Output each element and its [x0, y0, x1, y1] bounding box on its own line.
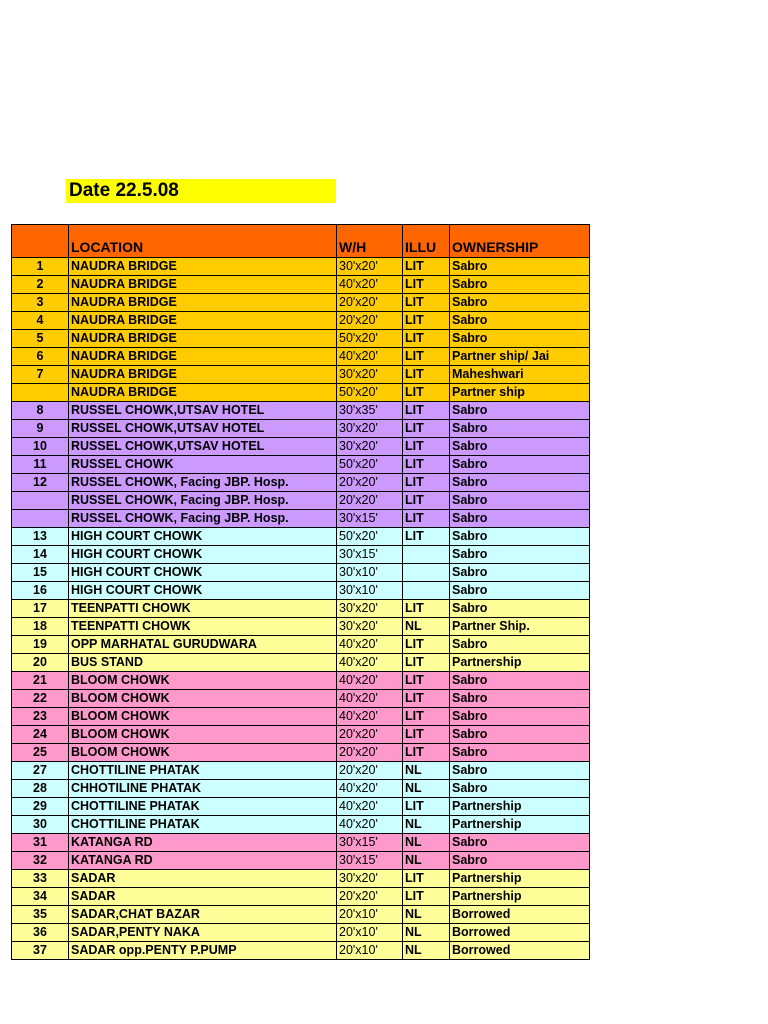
- row-sn: 4: [12, 312, 69, 330]
- row-wh: 50'x20': [337, 528, 403, 546]
- row-ownership: Sabro: [450, 276, 590, 294]
- row-wh: 40'x20': [337, 348, 403, 366]
- table-row: [12, 798, 590, 816]
- table-row: [12, 402, 590, 420]
- table-row: [12, 276, 590, 294]
- row-ownership: Borrowed: [450, 924, 590, 942]
- row-ownership: Sabro: [450, 258, 590, 276]
- row-wh: 30'x10': [337, 582, 403, 600]
- table-row: [12, 564, 590, 582]
- row-location: BLOOM CHOWK: [69, 690, 337, 708]
- row-ownership: Sabro: [450, 780, 590, 798]
- row-location: TEENPATTI CHOWK: [69, 600, 337, 618]
- row-sn: 18: [12, 618, 69, 636]
- row-illu: [403, 582, 450, 600]
- row-location: RUSSEL CHOWK,UTSAV HOTEL: [69, 420, 337, 438]
- row-ownership: Sabro: [450, 852, 590, 870]
- row-location: KATANGA RD: [69, 852, 337, 870]
- row-ownership: Partner ship/ Jai: [450, 348, 590, 366]
- header-ownership: OWNERSHIP: [450, 225, 590, 258]
- row-location: SADAR opp.PENTY P.PUMP: [69, 942, 337, 960]
- row-sn: 6: [12, 348, 69, 366]
- row-illu: NL: [403, 834, 450, 852]
- row-wh: 20'x20': [337, 726, 403, 744]
- row-location: KATANGA RD: [69, 834, 337, 852]
- row-ownership: Sabro: [450, 456, 590, 474]
- table-row: [12, 474, 590, 492]
- row-location: BLOOM CHOWK: [69, 744, 337, 762]
- row-illu: LIT: [403, 492, 450, 510]
- row-location: BUS STAND: [69, 654, 337, 672]
- row-sn: 25: [12, 744, 69, 762]
- header-sn: [12, 225, 69, 258]
- row-ownership: Sabro: [450, 834, 590, 852]
- row-sn: 5: [12, 330, 69, 348]
- row-illu: LIT: [403, 276, 450, 294]
- row-wh: 30'x20': [337, 870, 403, 888]
- row-wh: 30'x20': [337, 258, 403, 276]
- row-location: HIGH COURT CHOWK: [69, 528, 337, 546]
- row-ownership: Borrowed: [450, 906, 590, 924]
- header-wh: W/H: [337, 225, 403, 258]
- row-location: RUSSEL CHOWK,UTSAV HOTEL: [69, 402, 337, 420]
- row-ownership: Sabro: [450, 636, 590, 654]
- row-wh: 30'x15': [337, 510, 403, 528]
- row-location: CHHOTILINE PHATAK: [69, 780, 337, 798]
- row-location: NAUDRA BRIDGE: [69, 366, 337, 384]
- row-ownership: Partnership: [450, 798, 590, 816]
- row-wh: 30'x20': [337, 438, 403, 456]
- row-wh: 40'x20': [337, 690, 403, 708]
- row-sn: 3: [12, 294, 69, 312]
- row-illu: NL: [403, 924, 450, 942]
- row-location: CHOTTILINE PHATAK: [69, 816, 337, 834]
- row-sn: 35: [12, 906, 69, 924]
- table-row: [12, 654, 590, 672]
- row-illu: LIT: [403, 474, 450, 492]
- row-ownership: Sabro: [450, 492, 590, 510]
- row-location: BLOOM CHOWK: [69, 726, 337, 744]
- row-wh: 30'x15': [337, 546, 403, 564]
- table-row: [12, 744, 590, 762]
- row-location: SADAR: [69, 888, 337, 906]
- table-header-row: [12, 225, 590, 258]
- row-sn: 33: [12, 870, 69, 888]
- row-sn: 13: [12, 528, 69, 546]
- row-wh: 40'x20': [337, 636, 403, 654]
- table-row: [12, 870, 590, 888]
- row-ownership: Sabro: [450, 294, 590, 312]
- table-row: [12, 582, 590, 600]
- row-ownership: Partnership: [450, 816, 590, 834]
- row-sn: 16: [12, 582, 69, 600]
- row-illu: LIT: [403, 438, 450, 456]
- row-location: HIGH COURT CHOWK: [69, 564, 337, 582]
- row-location: NAUDRA BRIDGE: [69, 294, 337, 312]
- table-row: [12, 546, 590, 564]
- table-row: [12, 438, 590, 456]
- row-illu: LIT: [403, 870, 450, 888]
- row-location: CHOTTILINE PHATAK: [69, 798, 337, 816]
- row-location: NAUDRA BRIDGE: [69, 258, 337, 276]
- row-illu: LIT: [403, 384, 450, 402]
- row-ownership: Sabro: [450, 762, 590, 780]
- row-sn: 24: [12, 726, 69, 744]
- row-wh: 40'x20': [337, 780, 403, 798]
- table-row: [12, 294, 590, 312]
- row-sn: 34: [12, 888, 69, 906]
- row-wh: 20'x20': [337, 312, 403, 330]
- row-location: RUSSEL CHOWK: [69, 456, 337, 474]
- row-wh: 20'x20': [337, 762, 403, 780]
- row-illu: LIT: [403, 708, 450, 726]
- row-ownership: Sabro: [450, 402, 590, 420]
- row-location: SADAR: [69, 870, 337, 888]
- row-wh: 40'x20': [337, 816, 403, 834]
- row-sn: 30: [12, 816, 69, 834]
- row-illu: NL: [403, 762, 450, 780]
- row-sn: 28: [12, 780, 69, 798]
- row-sn: 19: [12, 636, 69, 654]
- row-ownership: Sabro: [450, 690, 590, 708]
- row-illu: LIT: [403, 888, 450, 906]
- table-row: [12, 762, 590, 780]
- row-wh: 40'x20': [337, 798, 403, 816]
- row-sn: [12, 384, 69, 402]
- row-illu: NL: [403, 852, 450, 870]
- row-sn: 17: [12, 600, 69, 618]
- table-row: [12, 456, 590, 474]
- row-wh: 20'x10': [337, 942, 403, 960]
- table-row: [12, 834, 590, 852]
- table-row: [12, 492, 590, 510]
- row-wh: 50'x20': [337, 384, 403, 402]
- row-illu: LIT: [403, 510, 450, 528]
- row-illu: LIT: [403, 402, 450, 420]
- row-location: RUSSEL CHOWK, Facing JBP. Hosp.: [69, 474, 337, 492]
- row-illu: LIT: [403, 744, 450, 762]
- row-illu: LIT: [403, 348, 450, 366]
- row-sn: 10: [12, 438, 69, 456]
- row-location: NAUDRA BRIDGE: [69, 312, 337, 330]
- table-row: [12, 816, 590, 834]
- row-ownership: Borrowed: [450, 942, 590, 960]
- row-illu: LIT: [403, 366, 450, 384]
- row-wh: 30'x35': [337, 402, 403, 420]
- row-ownership: Sabro: [450, 600, 590, 618]
- row-sn: 15: [12, 564, 69, 582]
- table-row: [12, 258, 590, 276]
- row-illu: NL: [403, 906, 450, 924]
- header-location: LOCATION: [69, 225, 337, 258]
- table-body: [12, 225, 590, 960]
- table-row: [12, 924, 590, 942]
- row-illu: [403, 564, 450, 582]
- row-illu: LIT: [403, 294, 450, 312]
- table-row: [12, 888, 590, 906]
- hoardings-table: [11, 224, 590, 960]
- row-sn: 14: [12, 546, 69, 564]
- row-wh: 20'x10': [337, 906, 403, 924]
- row-sn: 32: [12, 852, 69, 870]
- row-wh: 30'x15': [337, 834, 403, 852]
- row-illu: NL: [403, 780, 450, 798]
- table-row: [12, 852, 590, 870]
- row-location: HIGH COURT CHOWK: [69, 546, 337, 564]
- table-row: [12, 906, 590, 924]
- row-location: RUSSEL CHOWK,UTSAV HOTEL: [69, 438, 337, 456]
- row-ownership: Sabro: [450, 672, 590, 690]
- row-ownership: Sabro: [450, 528, 590, 546]
- row-ownership: Sabro: [450, 330, 590, 348]
- row-wh: 30'x20': [337, 420, 403, 438]
- row-illu: LIT: [403, 690, 450, 708]
- row-ownership: Maheshwari: [450, 366, 590, 384]
- row-ownership: Sabro: [450, 744, 590, 762]
- row-ownership: Partnership: [450, 654, 590, 672]
- row-sn: 2: [12, 276, 69, 294]
- date-label: Date 22.5.08: [66, 179, 336, 203]
- row-sn: [12, 510, 69, 528]
- row-sn: 9: [12, 420, 69, 438]
- row-wh: 20'x20': [337, 492, 403, 510]
- row-wh: 40'x20': [337, 654, 403, 672]
- table-row: [12, 780, 590, 798]
- row-ownership: Partnership: [450, 888, 590, 906]
- table-row: [12, 636, 590, 654]
- row-wh: 30'x10': [337, 564, 403, 582]
- row-wh: 40'x20': [337, 276, 403, 294]
- row-sn: 8: [12, 402, 69, 420]
- row-wh: 30'x20': [337, 600, 403, 618]
- row-wh: 40'x20': [337, 672, 403, 690]
- row-location: NAUDRA BRIDGE: [69, 276, 337, 294]
- row-ownership: Sabro: [450, 546, 590, 564]
- table-row: [12, 942, 590, 960]
- table-row: [12, 708, 590, 726]
- row-wh: 20'x20': [337, 744, 403, 762]
- table-row: [12, 510, 590, 528]
- row-illu: LIT: [403, 420, 450, 438]
- row-illu: LIT: [403, 600, 450, 618]
- row-illu: LIT: [403, 726, 450, 744]
- row-location: NAUDRA BRIDGE: [69, 348, 337, 366]
- row-sn: 31: [12, 834, 69, 852]
- table-row: [12, 600, 590, 618]
- row-wh: 50'x20': [337, 330, 403, 348]
- row-sn: 20: [12, 654, 69, 672]
- row-sn: 12: [12, 474, 69, 492]
- row-location: CHOTTILINE PHATAK: [69, 762, 337, 780]
- row-location: HIGH COURT CHOWK: [69, 582, 337, 600]
- row-wh: 20'x20': [337, 474, 403, 492]
- row-location: OPP MARHATAL GURUDWARA: [69, 636, 337, 654]
- row-ownership: Sabro: [450, 474, 590, 492]
- row-sn: 22: [12, 690, 69, 708]
- row-location: BLOOM CHOWK: [69, 672, 337, 690]
- row-sn: 27: [12, 762, 69, 780]
- table-row: [12, 366, 590, 384]
- row-location: RUSSEL CHOWK, Facing JBP. Hosp.: [69, 492, 337, 510]
- row-ownership: Sabro: [450, 510, 590, 528]
- row-sn: [12, 492, 69, 510]
- table-row: [12, 726, 590, 744]
- row-location: SADAR,CHAT BAZAR: [69, 906, 337, 924]
- table-row: [12, 672, 590, 690]
- row-location: SADAR,PENTY NAKA: [69, 924, 337, 942]
- row-wh: 20'x20': [337, 888, 403, 906]
- header-illu: ILLU: [403, 225, 450, 258]
- row-illu: LIT: [403, 636, 450, 654]
- row-illu: LIT: [403, 258, 450, 276]
- row-wh: 40'x20': [337, 708, 403, 726]
- row-wh: 30'x15': [337, 852, 403, 870]
- row-illu: LIT: [403, 672, 450, 690]
- row-sn: 11: [12, 456, 69, 474]
- row-illu: NL: [403, 618, 450, 636]
- table-row: [12, 330, 590, 348]
- row-ownership: Sabro: [450, 582, 590, 600]
- row-location: BLOOM CHOWK: [69, 708, 337, 726]
- row-sn: 23: [12, 708, 69, 726]
- row-ownership: Partner Ship.: [450, 618, 590, 636]
- row-illu: LIT: [403, 528, 450, 546]
- row-illu: LIT: [403, 654, 450, 672]
- row-ownership: Sabro: [450, 726, 590, 744]
- row-ownership: Sabro: [450, 564, 590, 582]
- row-illu: LIT: [403, 456, 450, 474]
- row-sn: 21: [12, 672, 69, 690]
- row-location: TEENPATTI CHOWK: [69, 618, 337, 636]
- row-wh: 20'x10': [337, 924, 403, 942]
- row-sn: 7: [12, 366, 69, 384]
- row-location: NAUDRA BRIDGE: [69, 384, 337, 402]
- row-illu: [403, 546, 450, 564]
- table-row: [12, 384, 590, 402]
- row-location: RUSSEL CHOWK, Facing JBP. Hosp.: [69, 510, 337, 528]
- row-wh: 20'x20': [337, 294, 403, 312]
- row-ownership: Sabro: [450, 312, 590, 330]
- table-row: [12, 690, 590, 708]
- row-sn: 37: [12, 942, 69, 960]
- row-sn: 29: [12, 798, 69, 816]
- row-wh: 50'x20': [337, 456, 403, 474]
- row-illu: LIT: [403, 798, 450, 816]
- row-ownership: Sabro: [450, 438, 590, 456]
- row-sn: 36: [12, 924, 69, 942]
- row-sn: 1: [12, 258, 69, 276]
- row-illu: LIT: [403, 330, 450, 348]
- row-wh: 30'x20': [337, 618, 403, 636]
- row-location: NAUDRA BRIDGE: [69, 330, 337, 348]
- row-ownership: Sabro: [450, 420, 590, 438]
- table-row: [12, 348, 590, 366]
- row-ownership: Partner ship: [450, 384, 590, 402]
- table-row: [12, 420, 590, 438]
- row-wh: 30'x20': [337, 366, 403, 384]
- table-row: [12, 528, 590, 546]
- table-row: [12, 618, 590, 636]
- table-row: [12, 312, 590, 330]
- row-illu: NL: [403, 942, 450, 960]
- row-illu: LIT: [403, 312, 450, 330]
- row-illu: NL: [403, 816, 450, 834]
- row-ownership: Partnership: [450, 870, 590, 888]
- row-ownership: Sabro: [450, 708, 590, 726]
